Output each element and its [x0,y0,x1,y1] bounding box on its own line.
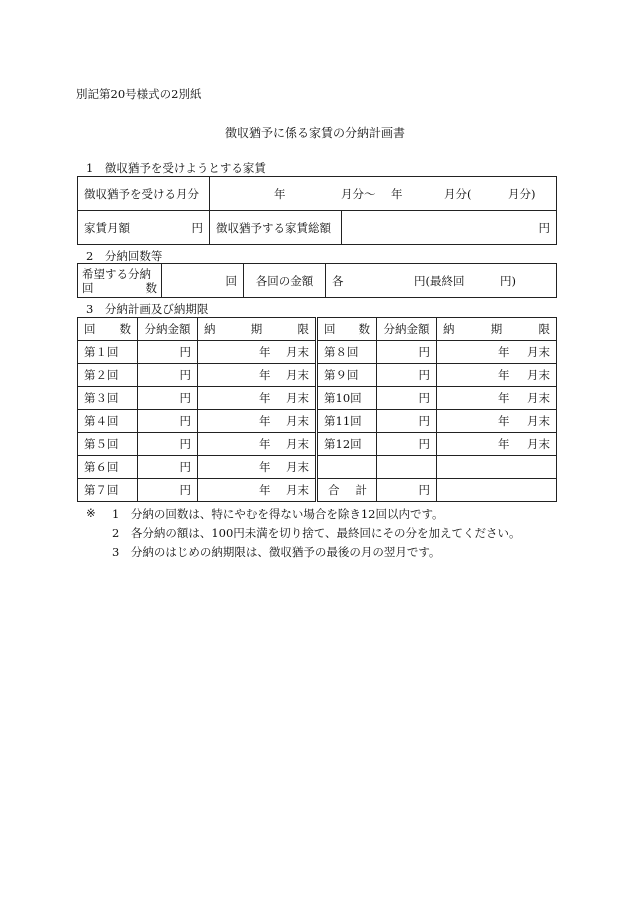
due-year: 年 [259,483,271,497]
month-count: 月分) [508,186,536,201]
installment-number-right: 第11回 [317,410,377,433]
installment-number: 第５回 [78,433,138,456]
col-header-amount-right: 分納金額 [377,318,437,341]
due-month-end: 月末 [286,368,309,382]
due-date-wrap [204,344,309,360]
installment-number: 第４回 [78,410,138,433]
installment-count-table [77,263,557,298]
installment-amount: 円 [138,433,198,456]
plan-row [78,410,557,433]
blank-cell [437,456,557,479]
desired-count-label-line1: 希望する分納 [82,266,151,281]
installment-amount: 円 [138,456,198,479]
installment-number: 第２回 [78,364,138,387]
installment-amount-right: 円 [377,341,437,364]
col-count-b: 数 [119,322,131,336]
due-month-end: 月末 [286,391,309,405]
due-month-end: 月末 [527,368,550,382]
due-date-wrap [204,459,309,475]
blank-cell [377,456,437,479]
due-year: 年 [259,437,271,451]
note-item-1: 1 分納の回数は、特にやむを得ない場合を除き12回以内です。 [112,507,444,521]
plan-row [78,387,557,410]
deferral-months-label: 徴収猶予を受ける月分 [78,177,210,211]
section2-heading: 2 分納回数等 [86,249,163,263]
installment-due [198,479,317,502]
total-label-a: 合 [328,483,340,497]
installment-amount: 円 [138,387,198,410]
each-unit: 円(最終回 [414,273,465,288]
due-month-end: 月末 [286,483,309,497]
installment-due [198,341,317,364]
due-year: 年 [498,345,510,359]
plan-row [78,456,557,479]
col-count-a: 回 [84,322,96,336]
monthly-rent-cell [78,211,210,245]
each-label: 各 [332,273,344,288]
installment-number-right: 第10回 [317,387,377,410]
due-date-wrap [204,413,309,429]
installment-number: 第３回 [78,387,138,410]
due-year: 年 [498,368,510,382]
installment-amount: 円 [138,364,198,387]
installment-number-right: 第12回 [317,433,377,456]
installment-amount-right: 円 [377,364,437,387]
due-year: 年 [259,368,271,382]
due-month-end: 月末 [286,460,309,474]
due-month-end: 月末 [527,391,550,405]
total-blank [437,479,557,502]
installment-number-right: 第８回 [317,341,377,364]
monthly-rent-label: 家賃月額 [84,220,130,235]
col-header-due [198,318,317,341]
plan-row [78,364,557,387]
desired-count-unit: 回 [162,264,244,298]
installment-plan-table [77,317,557,502]
due-date-wrap [204,436,309,452]
due-year: 年 [498,437,510,451]
installment-amount-right: 円 [377,410,437,433]
due-month-end: 月末 [527,437,550,451]
installment-due-right [437,433,557,456]
installment-due-right [437,341,557,364]
installment-number: 第１回 [78,341,138,364]
installment-amount: 円 [138,410,198,433]
due-month-end: 月末 [286,345,309,359]
due-date-wrap [204,482,309,498]
total-amount: 円 [377,479,437,502]
due-date-wrap [204,390,309,406]
desired-count-label [78,264,162,298]
col-due-a-right: 納 [443,322,455,336]
due-year: 年 [259,345,271,359]
installment-number: 第７回 [78,479,138,502]
total-label [317,479,377,502]
year-to: 年 [391,186,403,201]
desired-count-label-line2a: 回 [82,280,94,295]
col-count-a-right: 回 [324,322,336,336]
installment-due [198,433,317,456]
due-date-wrap [443,367,550,383]
due-year: 年 [498,391,510,405]
col-header-count-right [317,318,377,341]
due-date-wrap [443,390,550,406]
installment-due [198,387,317,410]
plan-row [78,479,557,502]
col-header-due-right [437,318,557,341]
monthly-rent-unit: 円 [191,220,203,235]
note-item-2: 2 各分納の額は、100円未満を切り捨て、最終回にその分を加えてください。 [112,526,521,540]
section3-heading: 3 分納計画及び納期限 [86,302,209,316]
installment-due [198,456,317,479]
due-date-wrap [443,413,550,429]
deferral-months-cell [210,177,557,211]
due-month-end: 月末 [527,345,550,359]
form-reference: 別記第20号様式の2別紙 [76,87,202,101]
final-unit: 円) [500,273,516,288]
section1-heading: 1 徴収猶予を受けようとする家賃 [86,161,266,175]
plan-row [78,341,557,364]
installment-amount: 円 [138,341,198,364]
due-year: 年 [259,414,271,428]
due-month-end: 月末 [286,437,309,451]
col-header-amount: 分納金額 [138,318,198,341]
due-year: 年 [259,460,271,474]
desired-count-label-line2b: 数 [145,280,157,295]
each-amount-cell [326,264,557,298]
installment-number: 第６回 [78,456,138,479]
col-due-c: 限 [297,322,309,336]
installment-amount: 円 [138,479,198,502]
due-month-end: 月末 [527,414,550,428]
col-count-b-right: 数 [358,322,370,336]
installment-due [198,410,317,433]
total-label-b: 計 [355,483,367,497]
each-amount-label: 各回の金額 [244,264,326,298]
notes-mark: ※ [86,506,96,520]
col-due-a: 納 [204,322,216,336]
blank-cell [317,456,377,479]
month-from: 月分～ [341,186,376,201]
year-from: 年 [274,186,286,201]
document-title: 徴収猶予に係る家賃の分納計画書 [224,126,405,140]
due-year: 年 [498,414,510,428]
due-date-wrap [443,344,550,360]
total-deferred-unit: 円 [342,211,557,245]
col-due-b-right: 期 [490,322,503,336]
installment-due-right [437,364,557,387]
installment-amount-right: 円 [377,387,437,410]
installment-due-right [437,410,557,433]
installment-due-right [437,387,557,410]
installment-number-right: 第９回 [317,364,377,387]
note-item-3: 3 分納のはじめの納期限は、徴収猶予の最後の月の翌月です。 [112,545,441,559]
due-month-end: 月末 [286,414,309,428]
installment-amount-right: 円 [377,433,437,456]
total-label-wrap [324,482,370,498]
month-to: 月分( [444,186,472,201]
due-date-wrap [443,436,550,452]
col-due-c-right: 限 [538,322,550,336]
rent-table [77,176,557,245]
installment-due [198,364,317,387]
col-due-b: 期 [250,322,263,336]
due-date-wrap [204,367,309,383]
plan-row [78,433,557,456]
total-deferred-label: 徴収猶予する家賃総額 [210,211,342,245]
col-header-count [78,318,138,341]
due-year: 年 [259,391,271,405]
